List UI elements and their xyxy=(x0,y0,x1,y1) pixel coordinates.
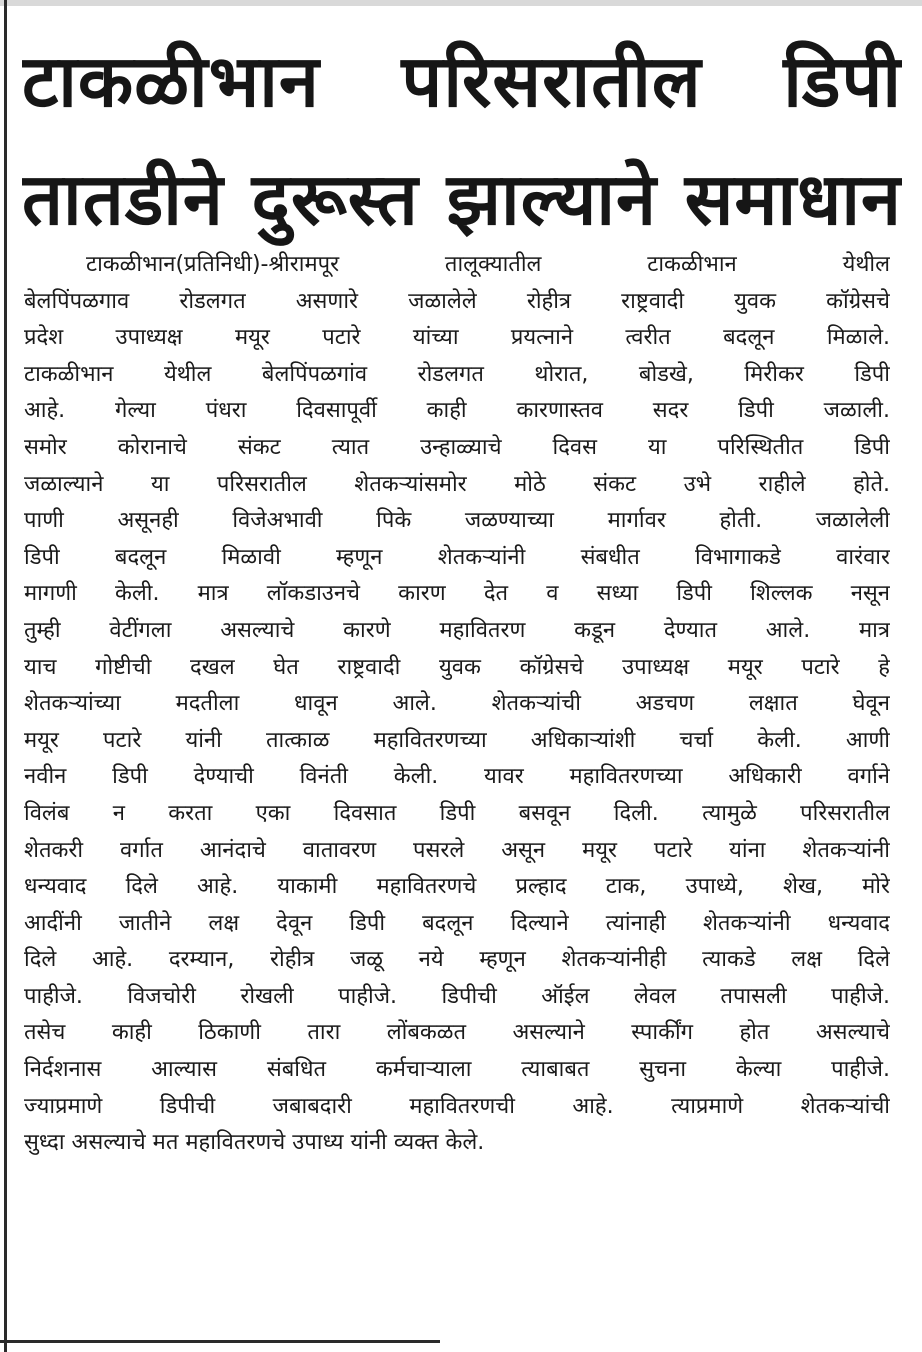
body-line: शेतकर्‍यांच्या मदतीला धावून आले. शेतकर्‍यांची अडचण लक्षात घेवून xyxy=(24,691,890,717)
body-line: ज्याप्रमाणे डिपीची जबाबदारी महावितरणची आहे. त्याप्रमाणे शेतकर्‍यांची xyxy=(24,1093,890,1119)
body-line: डिपी बदलून मिळावी म्हणून शेतकर्‍यांनी संबधीत विभागाकडे वारंवार xyxy=(24,544,890,570)
body-line: तुम्ही वेटींगला असल्याचे कारणे महावितरण कडून देण्यात आले. मात्र xyxy=(24,617,890,643)
left-column-rule xyxy=(4,0,7,1352)
body-line: तसेच काही ठिकाणी तारा लोंबकळत असल्याने स्पार्कींग होत असल्याचे xyxy=(24,1020,890,1046)
body-line: पाहीजे. विजचोरी रोखली पाहीजे. डिपीची ऑईल लेवल तपासली पाहीजे. xyxy=(24,983,890,1009)
bottom-rule xyxy=(0,1340,440,1343)
headline-line-2: तातडीने दुरूस्त झाल्याने समाधान xyxy=(22,157,902,241)
body-line: प्रदेश उपाध्यक्ष मयूर पटारे यांच्या प्रयत्नाने त्वरीत बदलून मिळाले. xyxy=(24,325,890,351)
body-line: धन्यवाद दिले आहे. याकामी महावितरणचे प्रल्हाद टाक, उपाध्ये, शेख, मोरे xyxy=(24,874,890,900)
body-line: शेतकरी वर्गात आनंदाचे वातावरण पसरले असून मयूर पटारे यांना शेतकर्‍यांनी xyxy=(24,837,890,863)
body-line: समोर कोरानाचे संकट त्यात उन्हाळ्याचे दिवस या परिस्थितीत डिपी xyxy=(24,434,890,460)
body-line: दिले आहे. दरम्यान, रोहीत्र जळू नये म्हणून शेतकर्‍यांनीही त्याकडे लक्ष दिले xyxy=(24,947,890,973)
body-line: याच गोष्टीची दखल घेत राष्ट्रवादी युवक कॉग्रेसचे उपाध्यक्ष मयूर पटारे हे xyxy=(24,654,890,680)
body-line: नवीन डिपी देण्याची विनंती केली. यावर महावितरणच्या अधिकारी वर्गाने xyxy=(24,764,890,790)
headline xyxy=(22,22,902,258)
headline-line-1: टाकळीभान परिसरातील डिपी xyxy=(22,39,902,123)
body-line: मागणी केली. मात्र लॉकडाउनचे कारण देत व सध्या डिपी शिल्लक नसून xyxy=(24,581,890,607)
top-edge xyxy=(0,0,922,6)
body-line: टाकळीभान(प्रतिनिधी)-श्रीरामपूर तालूक्यातील टाकळीभान येथील xyxy=(86,252,890,277)
body-line: आदींनी जातीने लक्ष देवून डिपी बदलून दिल्याने त्यांनाही शेतकर्‍यांनी धन्यवाद xyxy=(24,910,890,936)
body-line: सुध्दा असल्याचे मत महावितरणचे उपाध्य यांनी व्यक्त केले. xyxy=(24,1130,485,1156)
body-line: टाकळीभान येथील बेलपिंपळगांव रोडलगत थोरात, बोडखे, मिरीकर डिपी xyxy=(24,361,890,387)
article-body xyxy=(24,247,890,1162)
body-line: पाणी असूनही विजेअभावी पिके जळण्याच्या मार्गावर होती. जळालेली xyxy=(24,508,890,534)
body-line: आहे. गेल्या पंधरा दिवसापूर्वी काही कारणास्तव सदर डिपी जळाली. xyxy=(24,398,890,424)
body-line: मयूर पटारे यांनी तात्काळ महावितरणच्या अधिकार्‍यांशी चर्चा केली. आणी xyxy=(24,727,890,753)
body-line: जळाल्याने या परिसरातील शेतकर्‍यांसमोर मोठे संकट उभे राहीले होते. xyxy=(24,471,890,497)
body-line: विलंब न करता एका दिवसात डिपी बसवून दिली. त्यामुळे परिसरातील xyxy=(24,800,890,826)
body-line: निर्दशनास आल्यास संबधित कर्मचार्‍याला त्याबाबत सुचना केल्या पाहीजे. xyxy=(24,1057,890,1083)
body-line: बेलपिंपळगाव रोडलगत असणारे जळालेले रोहीत्र राष्ट्रवादी युवक कॉग्रेसचे xyxy=(24,288,890,314)
